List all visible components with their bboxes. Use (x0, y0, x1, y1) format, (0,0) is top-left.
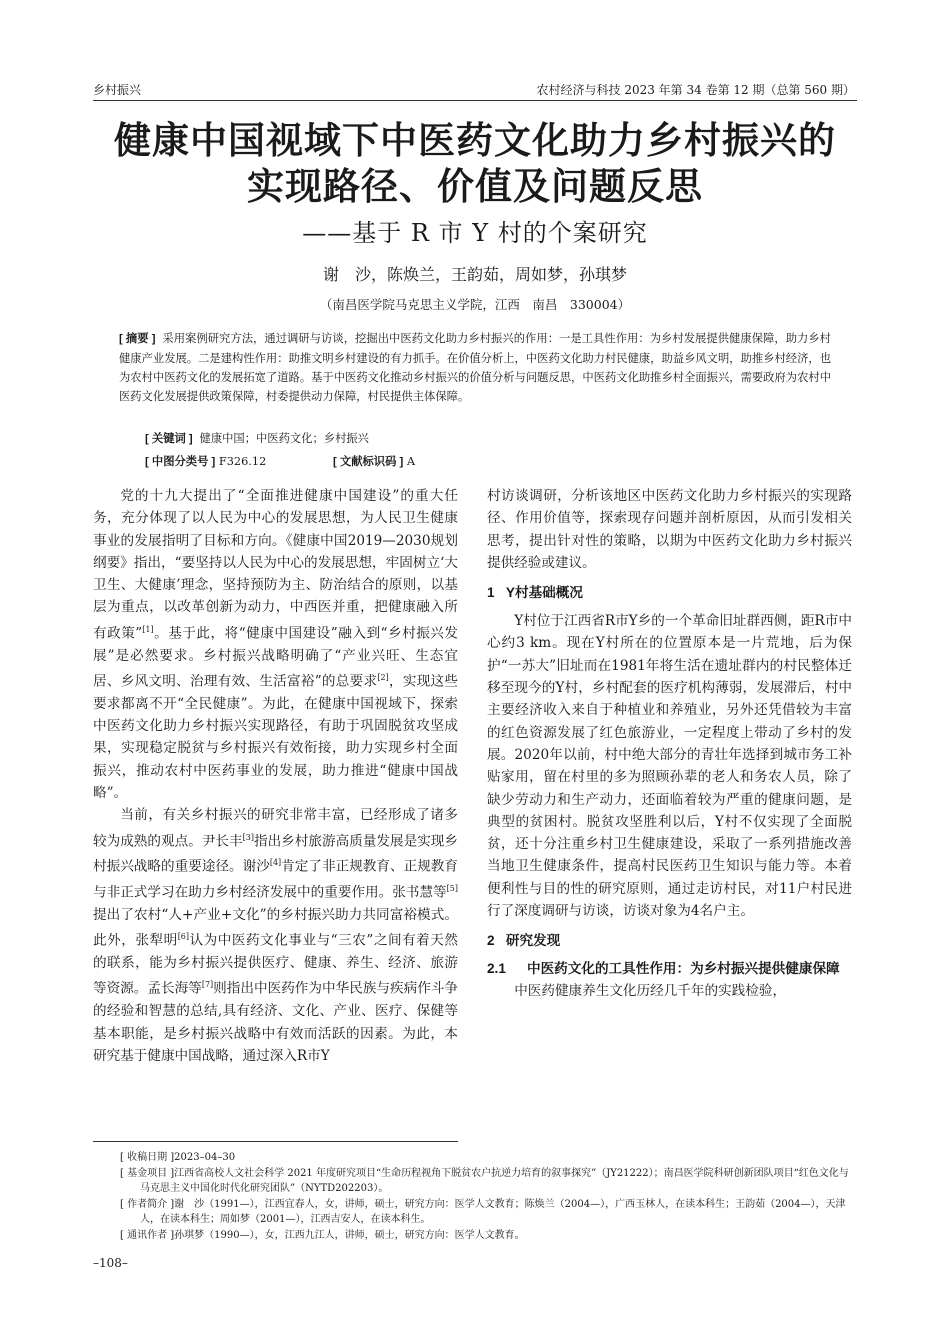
article-title-line1: 健康中国视域下中医药文化助力乡村振兴的 (114, 118, 836, 162)
clc-value: F326.12 (218, 455, 267, 468)
doc-code-label: [ 文献标识码 ] (333, 456, 404, 468)
paragraph-literature: 当前，有关乡村振兴的研究非常丰富，已经形成了诸多较为成熟的观点。尹长丰[3]指出乡村旅游高质量发展是实现乡村振兴战略的重要途径。谢沙[4]肯定了非正规教育、正规教育与非正式学习在助力乡村经济发展中的重要作用。张书慧等[5]提出了农村“人+产业+文化”的乡村振兴助力共同富裕模式。此外，张犁明[6]认为中医药文化事业与“三农”之间有着天然的联系，能为乡村振兴提供医疗、健康、养生、经济、旅游等资源。孟长海等[7]则指出中医药作为中华民族与疾病作斗争的经验和智慧的总结,具有经济、文化、产业、医疗、保健等基本职能，是乡村振兴战略中有效而活跃的因素。为此，本研究基于健康中国战略，通过深入R市Y (93, 807, 459, 1064)
running-header-section: 乡村振兴 (93, 83, 142, 97)
author-list: 谢 沙，陈焕兰，王韵茹，周如梦，孙琪梦 (322, 265, 627, 284)
page-number: –108– (93, 1256, 128, 1270)
footnotes (120, 1150, 855, 1243)
abstract-text: 采用案例研究方法，通过调研与访谈，挖掘出中医药文化助力乡村振兴的作用：一是工具性作用：为乡村发展提供健康保障，助力乡村健康产业发展。二是建构性作用：助推文明乡村建设的有力抓手。在价值分析上，中医药文化助力村民健康，助益乡风文明，助推乡村经济，也为农村中医药文化的发展拓宽了道路。基于中医药文化推动乡村振兴的价值分析与问题反思，中医药文化助推乡村全面振兴，需要政府为农村中医药文化发展提供政策保障，村委提供动力保障，村民提供主体保障。 (119, 332, 831, 403)
left-column (93, 485, 458, 1067)
section-heading-2-1: 2.1 中医药文化的工具性作用：为乡村振兴提供健康保障 (487, 961, 840, 977)
running-header-journal: 农村经济与科技 2023 年第 34 卷第 12 期（总第 560 期） (536, 83, 855, 97)
citation: [6] (177, 932, 190, 942)
paragraph-village-overview: Y村位于江西省R市Y乡的一个革命旧址群西侧，距R市中心约3 km。现在Y村所在的位置原本是一片荒地，后为保护“一苏大”旧址而在1981年将生活在遗址群内的村民整体迁移至现今的Y村，乡村配套的医疗机构薄弱，发展滞后，村中主要经济收入来自于种植业和养殖业，另外还凭借较为丰富的红色资源发展了红色旅游业，一定程度上带动了乡村的发展。2020年以前，村中绝大部分的青壮年选择到城市务工补贴家用，留在村里的多为照顾孙辈的老人和务农人员，除了缺少劳动力和生产动力，还面临着较为严重的健康问题，是典型的贫困村。脱贫攻坚胜利以后，Y村不仅实现了全面脱贫，还十分注重乡村卫生健康建设，采取了一系列措施改善当地卫生健康条件，提高村民医药卫生知识与能力等。本着便利性与目的性的研究原则，通过走访村民，对11户村民进行了深度调研与访谈，访谈对象为4名户主。 (487, 613, 852, 920)
footnote-fund: [ 基金项目 ]江西省高校人文社会科学 2021 年度研究项目“生命历程视角下脱贫农户抗逆力培育的叙事探究”（JY21222）；南昌医学院科研创新团队项目“红色文化与马克思主义中国化时代化研究团队”（NYTD202203）。 (120, 1167, 849, 1194)
section-heading-2: 2 研究发现 (487, 933, 561, 949)
clc-number (145, 453, 266, 469)
paragraph-intro: 党的十九大提出了“全面推进健康中国建设”的重大任务，充分体现了以人民为中心的发展思想，为人民卫生健康事业的发展指明了目标和方向。《健康中国2019—2030规划纲要》指出，“要坚持以人民为中心的发展思想，牢固树立‘大卫生、大健康’理念，坚持预防为主、防治结合的原则，以基层为重点，以改革创新为动力，中西医并重，把健康融入所有政策”[1]。基于此，将“健康中国建设”融入到“乡村振兴发展”是必然要求。乡村振兴战略明确了“产业兴旺、生态宜居、乡风文明、治理有效、生活富裕”的总要求[2]，实现这些要求都离不开“全民健康”。为此，在健康中国视域下，探索中医药文化助力乡村振兴实现路径，有助于巩固脱贫攻坚成果，实现稳定脱贫与乡村振兴有效衔接，助力实现乡村全面振兴，推动农村中医药事业的发展，助力推进“健康中国战略”。 (93, 488, 459, 801)
keywords-text: 健康中国；中医药文化；乡村振兴 (199, 432, 369, 445)
keywords-label: [ 关键词 ] (145, 433, 193, 445)
article-title-line2: 实现路径、价值及问题反思 (247, 164, 703, 208)
right-column (487, 485, 852, 1003)
paragraph-tcm-health: 中医药健康养生文化历经几千年的实践检验， (514, 983, 787, 1000)
affiliation: （南昌医学院马克思主义学院，江西 南昌 330004） (319, 297, 631, 312)
footnote-authors: [ 作者简介 ]谢 沙（1991—），江西宜春人，女，讲师，硕士，研究方向：医学人文教育；陈焕兰（2004—），广西玉林人，在读本科生；王韵茹（2004—），天津人，在读本科生；周如梦（2001—），江西吉安人，在读本科生。 (120, 1198, 846, 1225)
document-code (333, 453, 415, 469)
clc-label: [ 中图分类号 ] (145, 456, 216, 468)
citation: [7] (201, 980, 214, 990)
section-heading-1: 1 Y村基础概况 (487, 585, 583, 601)
abstract (119, 329, 831, 406)
footnote-corresponding: [ 通讯作者 ]孙琪梦（1990—），女，江西九江人，讲师，硕士，研究方向：医学人文教育。 (120, 1229, 525, 1241)
header-rule (93, 100, 857, 101)
citation: [4] (269, 858, 282, 868)
keywords (145, 430, 369, 446)
citation: [3] (242, 832, 254, 842)
citation: [5] (446, 884, 458, 894)
citation: [2] (377, 672, 389, 682)
citation: [1] (142, 624, 154, 634)
doc-code-value: A (406, 455, 416, 468)
article-subtitle: ——基于 R 市 Y 村的个案研究 (302, 219, 648, 247)
abstract-label: [ 摘要 ] (119, 333, 156, 345)
paragraph-continued: 村访谈调研，分析该地区中医药文化助力乡村振兴的实现路径、作用价值等，探索现存问题并剖析原因，从而引发相关思考，提出针对性的策略，以期为中医药文化助力乡村振兴提供经验或建议。 (487, 488, 852, 571)
footnote-received: [ 收稿日期 ]2023–04–30 (120, 1152, 236, 1163)
footnote-rule (93, 1141, 458, 1142)
